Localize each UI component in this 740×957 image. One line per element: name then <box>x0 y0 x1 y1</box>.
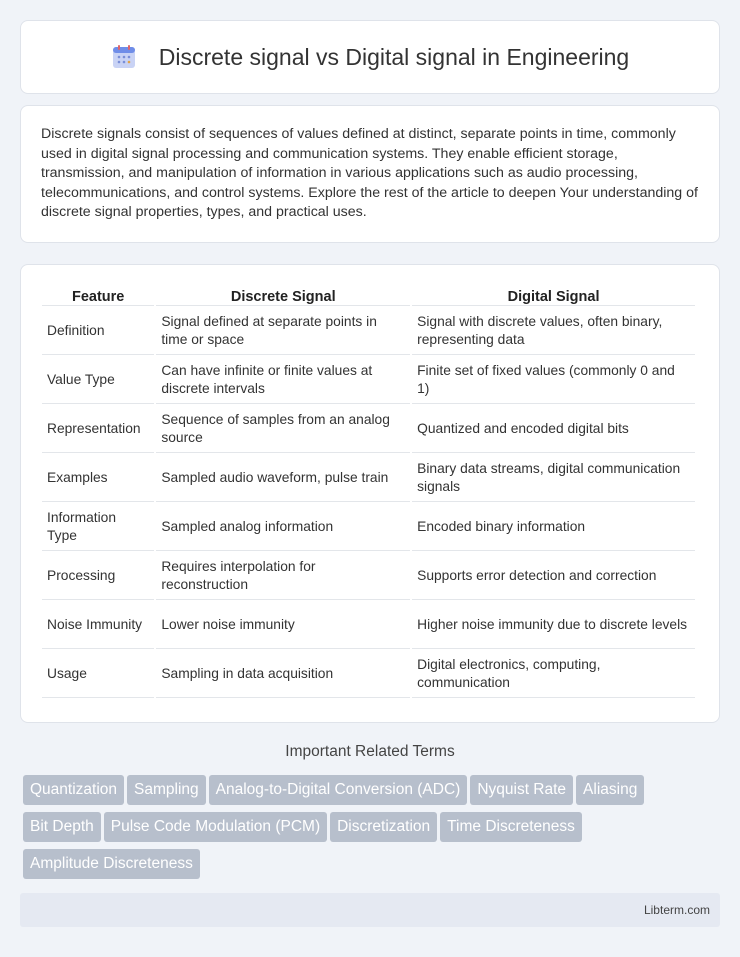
table-row <box>42 406 695 453</box>
comparison-table <box>40 281 697 700</box>
discrete-signal-cell: Sequence of samples from an analog source <box>156 406 410 453</box>
header-discrete-signal: Discrete Signal <box>156 283 410 306</box>
digital-signal-cell: Signal with discrete values, often binary, representing data <box>412 308 695 355</box>
table-row <box>42 455 695 502</box>
feature-cell: Value Type <box>42 357 154 404</box>
related-term-tag[interactable]: Discretization <box>330 812 437 842</box>
digital-signal-cell: Quantized and encoded digital bits <box>412 406 695 453</box>
related-term-tag[interactable]: Pulse Code Modulation (PCM) <box>104 812 327 842</box>
table-row <box>42 308 695 355</box>
discrete-signal-cell: Signal defined at separate points in time or space <box>156 308 410 355</box>
feature-cell: Information Type <box>42 504 154 551</box>
header-digital-signal: Digital Signal <box>412 283 695 306</box>
related-terms-title: Important Related Terms <box>285 743 455 760</box>
related-term-tag[interactable]: Aliasing <box>576 775 644 805</box>
related-term-tag[interactable]: Amplitude Discreteness <box>23 849 200 879</box>
related-term-tag[interactable]: Analog-to-Digital Conversion (ADC) <box>209 775 468 805</box>
discrete-signal-cell: Lower noise immunity <box>156 602 410 649</box>
table-row <box>42 357 695 404</box>
comparison-table-card <box>20 264 720 723</box>
related-term-tag[interactable]: Time Discreteness <box>440 812 582 842</box>
footer <box>20 893 720 927</box>
header-card <box>20 20 720 94</box>
discrete-signal-cell: Can have infinite or finite values at discrete intervals <box>156 357 410 404</box>
intro-text: Discrete signals consist of sequences of values defined at distinct, separate points in time, commonly used in digital signal processing and communication systems. They enable efficient storage, transmission, and manipulation of information in various applications such as audio processing, telecommunications, and control systems. Explore the rest of the article to deepen Your understanding of discrete signal properties, types, and practical uses. <box>41 126 698 221</box>
header-feature: Feature <box>42 283 154 306</box>
digital-signal-cell: Digital electronics, computing, communication <box>412 651 695 698</box>
related-term-tag[interactable]: Sampling <box>127 775 206 805</box>
feature-cell: Noise Immunity <box>42 602 154 649</box>
table-header-row <box>42 283 695 306</box>
table-row <box>42 651 695 698</box>
digital-signal-cell: Binary data streams, digital communication signals <box>412 455 695 502</box>
related-term-tag[interactable]: Bit Depth <box>23 812 101 842</box>
feature-cell: Examples <box>42 455 154 502</box>
discrete-signal-cell: Sampling in data acquisition <box>156 651 410 698</box>
digital-signal-cell: Encoded binary information <box>412 504 695 551</box>
feature-cell: Processing <box>42 553 154 600</box>
discrete-signal-cell: Requires interpolation for reconstruction <box>156 553 410 600</box>
page-title: Discrete signal vs Digital signal in Engineering <box>158 43 630 70</box>
feature-cell: Representation <box>42 406 154 453</box>
feature-cell: Definition <box>42 308 154 355</box>
table-row <box>42 602 695 649</box>
digital-signal-cell: Finite set of fixed values (commonly 0 and 1) <box>412 357 695 404</box>
intro-card <box>20 105 720 243</box>
table-row <box>42 553 695 600</box>
feature-cell: Usage <box>42 651 154 698</box>
related-term-tag[interactable]: Nyquist Rate <box>470 775 573 805</box>
discrete-signal-cell: Sampled analog information <box>156 504 410 551</box>
related-term-tag[interactable]: Quantization <box>23 775 124 805</box>
calendar-icon <box>111 44 137 70</box>
footer-site[interactable]: Libterm.com <box>643 903 710 917</box>
digital-signal-cell: Higher noise immunity due to discrete levels <box>412 602 695 649</box>
related-terms-list <box>23 775 723 886</box>
discrete-signal-cell: Sampled audio waveform, pulse train <box>156 455 410 502</box>
table-row <box>42 504 695 551</box>
digital-signal-cell: Supports error detection and correction <box>412 553 695 600</box>
